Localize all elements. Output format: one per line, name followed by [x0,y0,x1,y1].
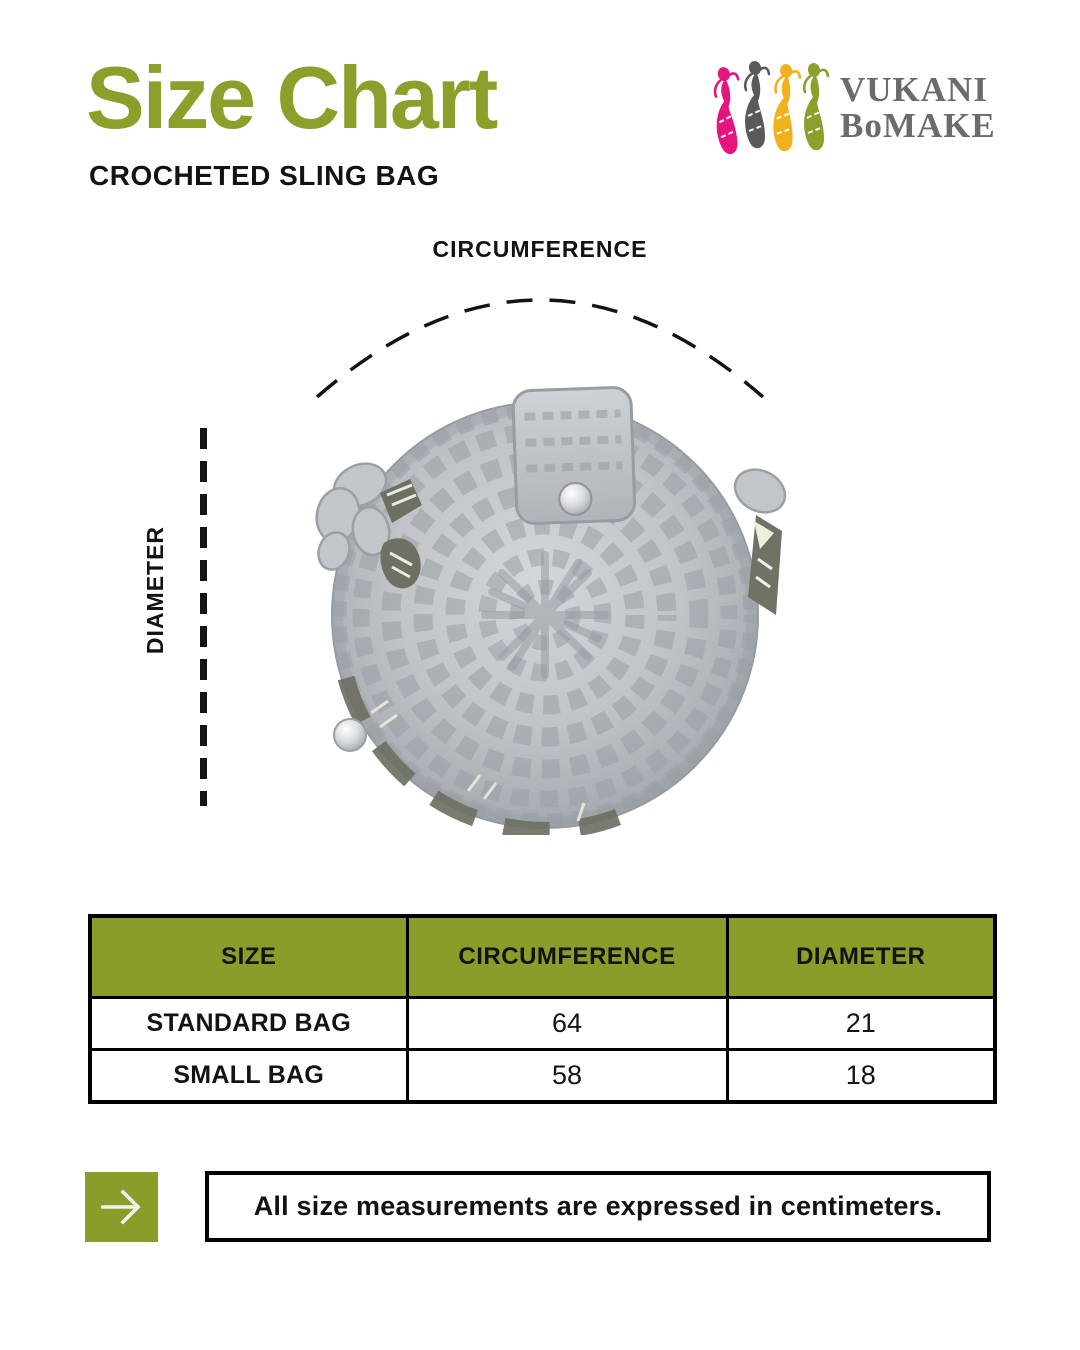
arrow-badge [85,1172,158,1242]
table-row [90,998,995,1050]
brand-name [840,69,996,145]
row-label: STANDARD BAG [90,998,407,1050]
brand-logo [712,58,1002,158]
col-header-size: SIZE [90,916,407,998]
brand-name-line2: BoMAKE [840,106,996,145]
bag-photo [288,383,813,835]
circumference-label: CIRCUMFERENCE [432,236,648,262]
dancing-women-icon [712,59,830,157]
table-header-row [90,916,995,998]
brand-name-line1: VUKANI [840,69,988,109]
units-note [205,1171,991,1242]
diameter-line [200,428,207,806]
diameter-label: DIAMETER [142,525,168,655]
size-table [88,914,997,1104]
units-note-text: All size measurements are expressed in centimeters. [253,1191,943,1221]
right-arrow-icon [99,1187,145,1227]
diameter-value: 18 [727,1050,995,1103]
page-subtitle: CROCHETED SLING BAG [89,160,440,191]
circumference-value: 58 [407,1050,727,1103]
table-row [90,1050,995,1103]
circumference-arc [300,185,780,415]
col-header-circumference: CIRCUMFERENCE [407,916,727,998]
circumference-value: 64 [407,998,727,1050]
col-header-diameter: DIAMETER [727,916,995,998]
row-label: SMALL BAG [90,1050,407,1103]
diameter-value: 21 [727,998,995,1050]
page-title: Size Chart [86,48,497,147]
